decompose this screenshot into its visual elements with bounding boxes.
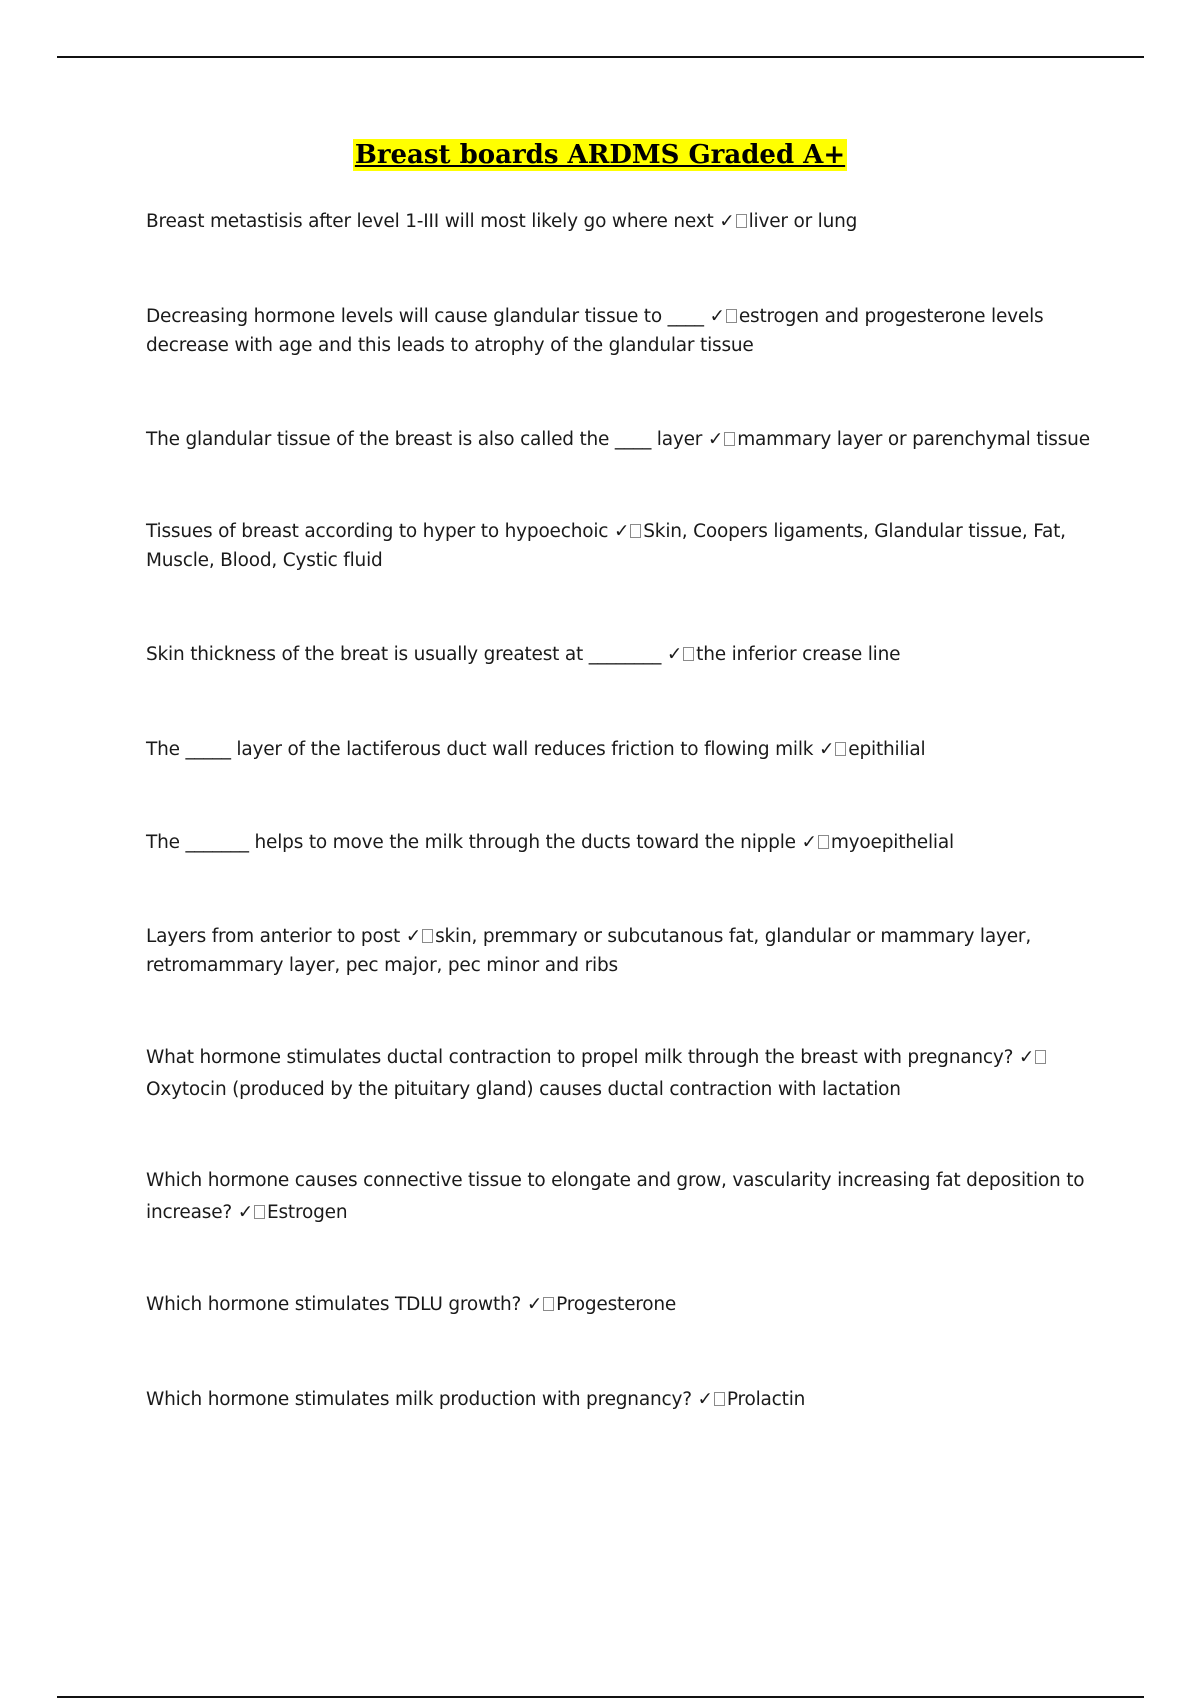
question-text: The _____ layer of the lactiferous duct wall reduces friction to flowing milk [146,739,814,760]
box-glyph-icon [724,432,735,446]
question-text: What hormone stimulates ductal contraction to propel milk through the breast with pregnancy? [146,1047,1014,1068]
question-text: Which hormone stimulates milk production with pregnancy? [146,1389,692,1410]
box-glyph-icon [630,524,641,538]
box-glyph-icon [726,309,737,323]
check-mark-icon: ✓ [666,644,683,665]
question-text: Layers from anterior to post [146,926,401,947]
qa-item-6 [146,735,1096,764]
box-glyph-icon [818,835,829,849]
question-text: Which hormone causes connective tissue to elongate and grow, vascularity increasing fat deposition to increase? [146,1170,1085,1223]
box-glyph-icon [422,929,433,943]
answer-text: mammary layer or parenchymal tissue [737,429,1090,450]
answer-text: epithilial [848,739,926,760]
qa-item-5 [146,640,1096,669]
question-text: Skin thickness of the breat is usually greatest at ________ [146,644,662,665]
question-text: Tissues of breast according to hyper to hypoechoic [146,521,609,542]
check-mark-icon: ✓ [1018,1047,1035,1068]
check-mark-icon: ✓ [405,926,422,947]
answer-text: Estrogen [267,1202,348,1223]
answer-text: myoepithelial [830,832,954,853]
answer-text: Skin, Coopers ligaments, Glandular tissue, Fat, Muscle, Blood, Cystic fluid [146,521,1066,571]
qa-item-10 [146,1165,1096,1229]
qa-item-4 [146,517,1096,575]
check-mark-icon: ✓ [237,1202,253,1223]
check-mark-icon: ✓ [719,211,735,232]
question-text: Breast metastisis after level 1-III will most likely go where next [146,211,714,232]
check-mark-icon: ✓ [818,739,835,760]
question-text: The _______ helps to move the milk through the ducts toward the nipple [146,832,796,853]
question-text: Decreasing hormone levels will cause glandular tissue to ____ [146,306,704,327]
answer-text: estrogen and progesterone levels decrease with age and this leads to atrophy of the glandular tissue [146,306,1044,356]
answer-text: the inferior crease line [696,644,901,665]
question-text: The glandular tissue of the breast is also called the ____ layer [146,429,703,450]
bottom-rule [57,1696,1144,1698]
check-mark-icon: ✓ [709,306,725,327]
box-glyph-icon [254,1205,265,1219]
answer-text: liver or lung [748,211,858,232]
answer-text: Progesterone [556,1294,677,1315]
qa-item-11 [146,1290,1096,1319]
check-mark-icon: ✓ [707,429,724,450]
page-title: Breast boards ARDMS Graded A+ [354,140,846,170]
answer-text: Prolactin [726,1389,806,1410]
box-glyph-icon [683,647,694,661]
answer-text: skin, premmary or subcutanous fat, glandular or mammary layer, retromammary layer, pec major, pec minor and ribs [146,926,1032,976]
qa-item-1 [146,207,1096,236]
box-glyph-icon [1035,1050,1046,1064]
box-glyph-icon [543,1297,554,1311]
question-text: Which hormone stimulates TDLU growth? [146,1294,522,1315]
check-mark-icon: ✓ [801,832,817,853]
qa-item-7 [146,828,1096,857]
check-mark-icon: ✓ [697,1389,713,1410]
check-mark-icon: ✓ [613,521,630,542]
qa-item-3 [146,425,1096,454]
box-glyph-icon [714,1392,725,1406]
qa-item-12 [146,1385,1096,1414]
box-glyph-icon [736,214,747,228]
box-glyph-icon [835,742,846,756]
answer-text: Oxytocin (produced by the pituitary gland) causes ductal contraction with lactation [146,1079,901,1100]
qa-item-9 [146,1042,1096,1106]
top-rule [57,56,1144,58]
check-mark-icon: ✓ [526,1294,543,1315]
qa-item-8 [146,922,1096,980]
title-container [0,140,1200,170]
qa-item-2 [146,302,1096,360]
